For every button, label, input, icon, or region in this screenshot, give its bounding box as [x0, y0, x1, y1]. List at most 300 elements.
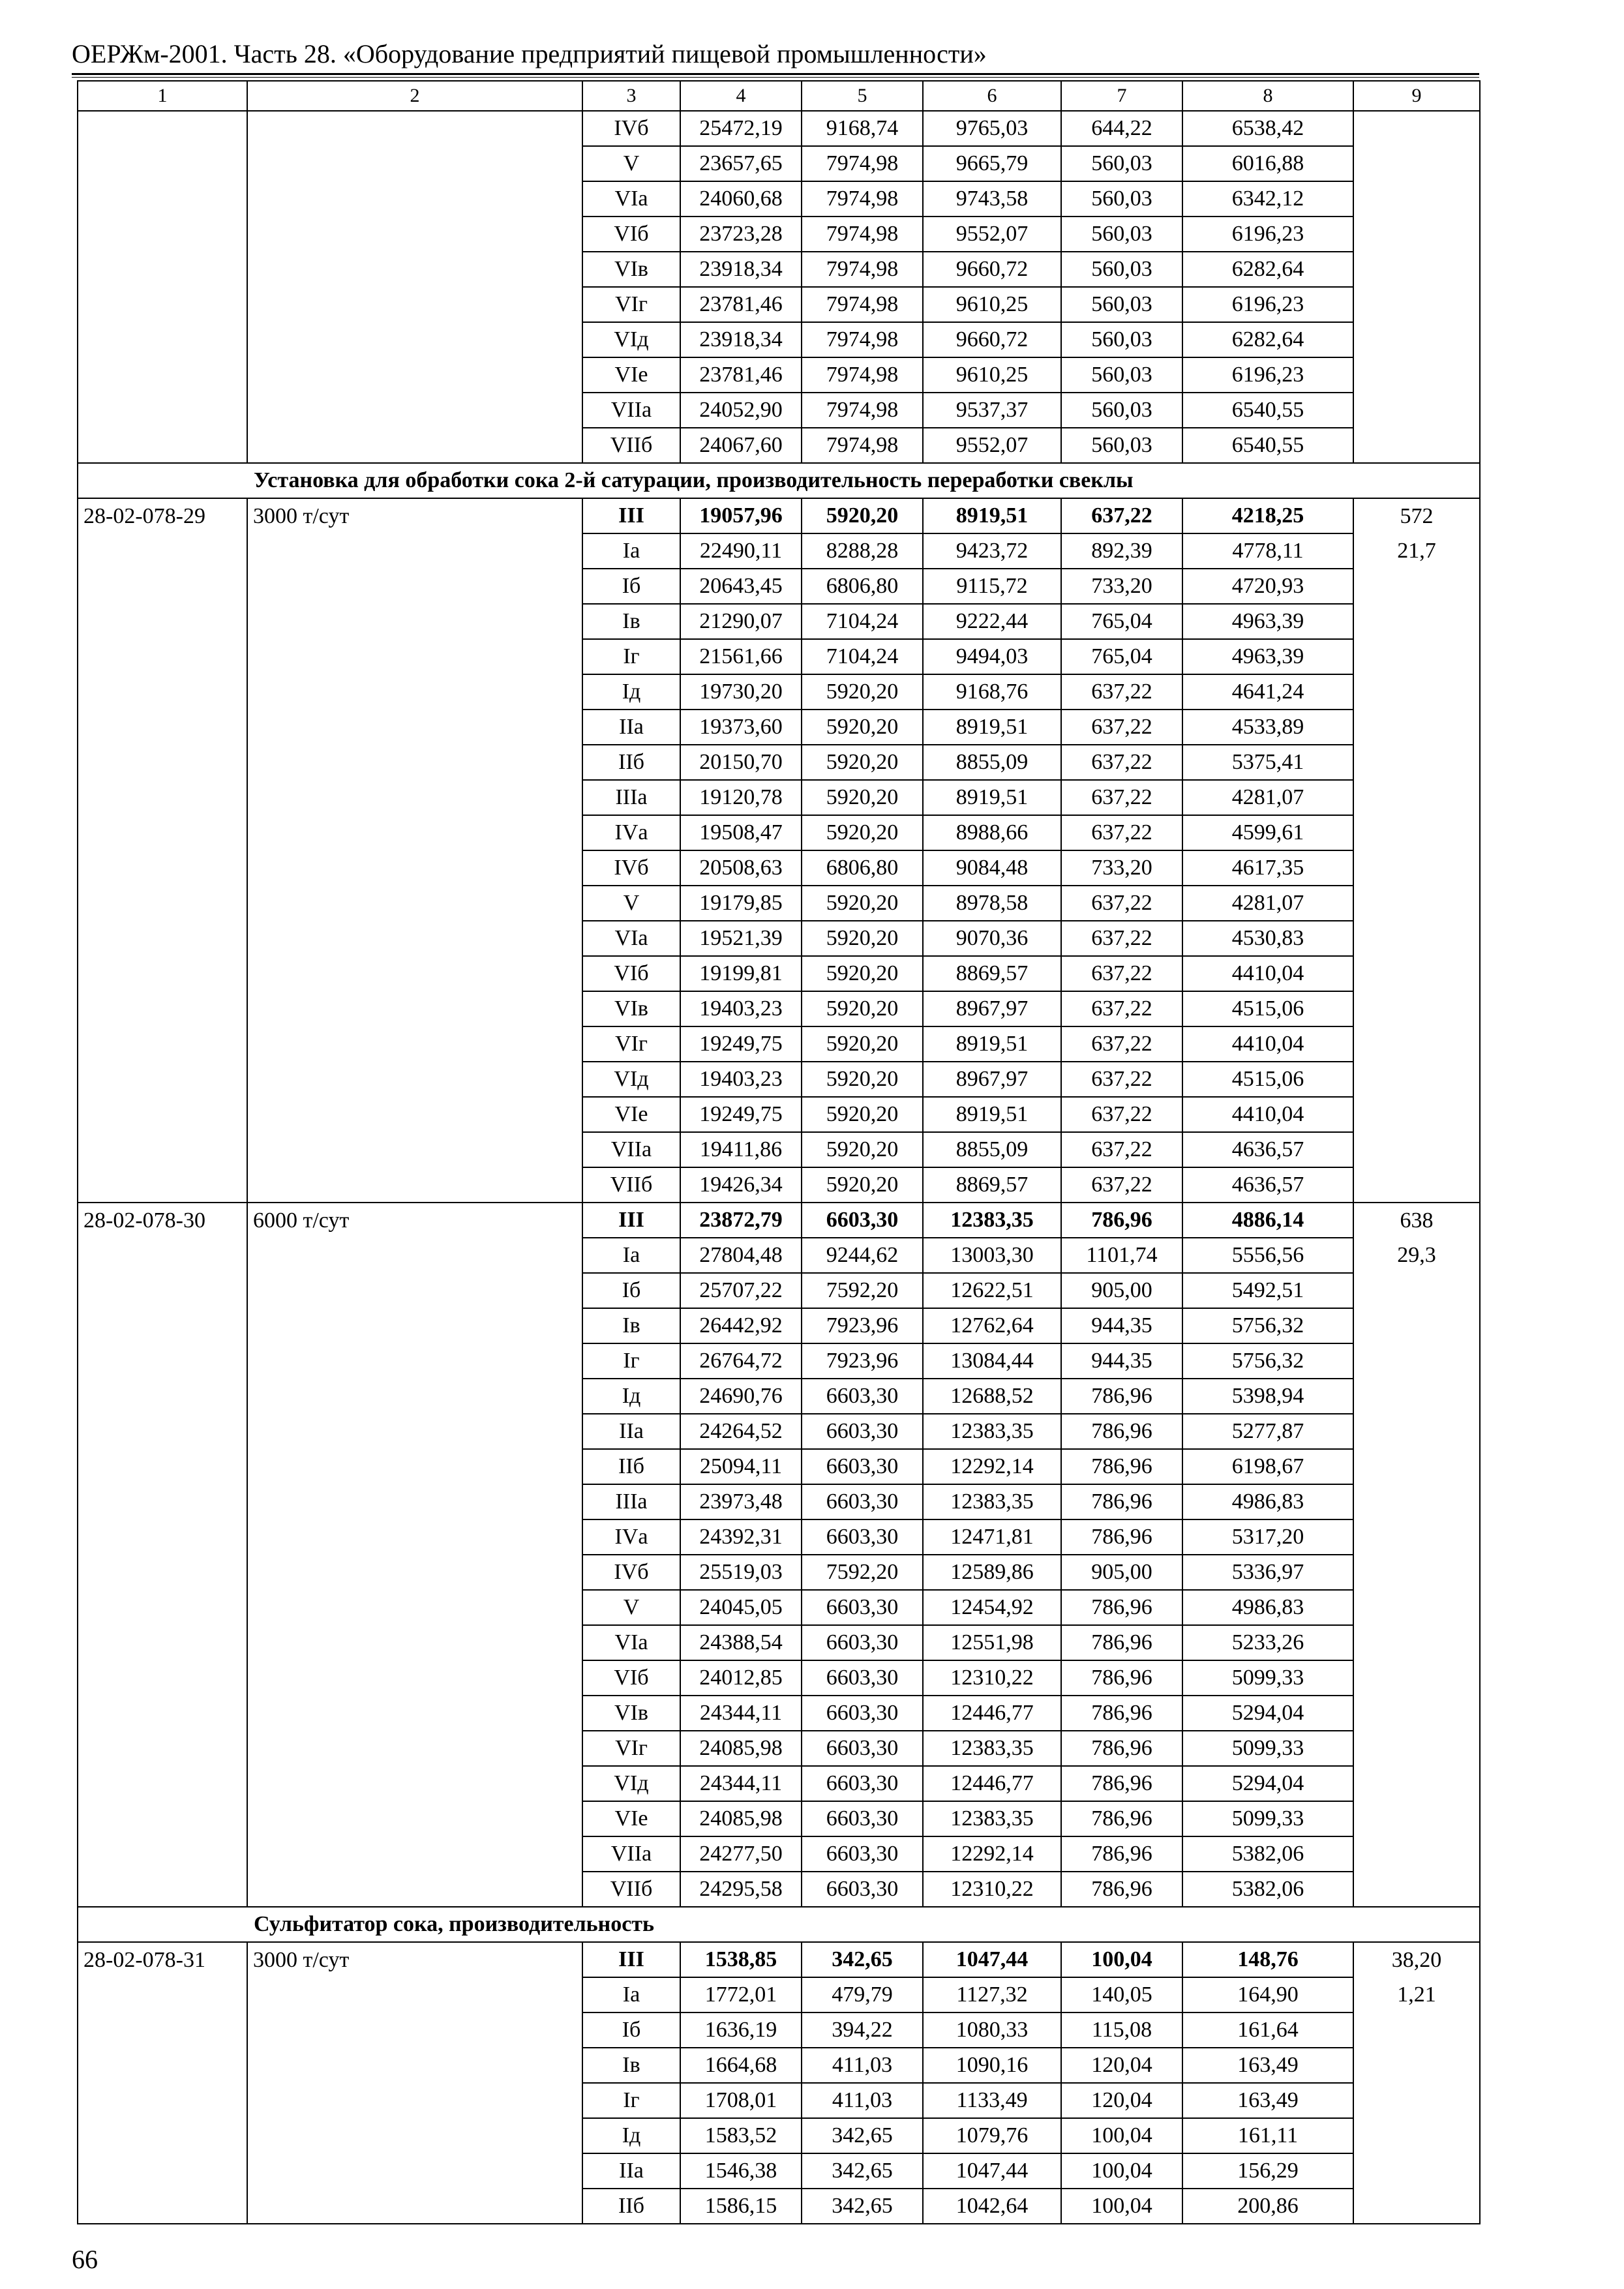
value-cell: 12310,22: [923, 1660, 1061, 1696]
value-cell: 4515,06: [1182, 1062, 1353, 1097]
rate-code-empty: [78, 710, 247, 745]
rate-name-empty: [247, 1590, 582, 1625]
rate-name-empty: [247, 921, 582, 956]
table-row: [78, 252, 1480, 287]
value-cell: 24012,85: [680, 1660, 802, 1696]
value-cell: 24067,60: [680, 428, 802, 463]
value-cell: 5920,20: [802, 1062, 923, 1097]
value-cell: 1133,49: [923, 2083, 1061, 2118]
value-cell: 12762,64: [923, 1308, 1061, 1343]
value-cell: 5294,04: [1182, 1766, 1353, 1801]
value-cell: 637,22: [1061, 956, 1182, 991]
value-cell: 944,35: [1061, 1308, 1182, 1343]
value-cell: 24277,50: [680, 1836, 802, 1872]
value-cell: 12292,14: [923, 1449, 1061, 1484]
rate-name-empty: [247, 2153, 582, 2189]
rate-name-empty: [247, 533, 582, 569]
value-cell: 7104,24: [802, 604, 923, 639]
rate-code-empty: [78, 1097, 247, 1132]
value-cell: 24085,98: [680, 1801, 802, 1836]
zone-cell: VIа: [582, 921, 680, 956]
column9-cell: [1353, 1696, 1480, 1731]
value-cell: 6538,42: [1182, 111, 1353, 146]
column9-cell: [1353, 1167, 1480, 1203]
value-cell: 140,05: [1061, 1977, 1182, 2012]
rate-code-empty: [78, 217, 247, 252]
column9-cell: [1353, 1062, 1480, 1097]
table-row: [78, 745, 1480, 780]
value-cell: 5920,20: [802, 815, 923, 850]
zone-cell: VIв: [582, 252, 680, 287]
value-cell: 9552,07: [923, 217, 1061, 252]
rate-name-empty: [247, 252, 582, 287]
rate-name-empty: [247, 1238, 582, 1273]
value-cell: 19403,23: [680, 991, 802, 1026]
column9-cell: [1353, 357, 1480, 393]
value-cell: 6196,23: [1182, 287, 1353, 322]
rate-code-empty: [78, 639, 247, 674]
value-cell: 786,96: [1061, 1414, 1182, 1449]
value-cell: 19403,23: [680, 1062, 802, 1097]
table-row: [78, 1625, 1480, 1660]
value-cell: 23973,48: [680, 1484, 802, 1519]
column9-cell: [1353, 1731, 1480, 1766]
value-cell: 6196,23: [1182, 217, 1353, 252]
value-cell: 637,22: [1061, 1097, 1182, 1132]
table-row: [78, 1696, 1480, 1731]
rate-name-empty: [247, 1414, 582, 1449]
value-cell: 944,35: [1061, 1343, 1182, 1379]
zone-cell: VIе: [582, 1801, 680, 1836]
column9-cell: [1353, 710, 1480, 745]
rate-code-empty: [78, 181, 247, 217]
value-cell: 1636,19: [680, 2012, 802, 2048]
value-cell: 9660,72: [923, 252, 1061, 287]
value-cell: 8919,51: [923, 780, 1061, 815]
table-row: [78, 956, 1480, 991]
table-row: [78, 991, 1480, 1026]
value-cell: 9552,07: [923, 428, 1061, 463]
column9-cell: [1353, 1872, 1480, 1907]
value-cell: 6342,12: [1182, 181, 1353, 217]
value-cell: 5920,20: [802, 710, 923, 745]
value-cell: 9765,03: [923, 111, 1061, 146]
table-row: [78, 1026, 1480, 1062]
value-cell: 19411,86: [680, 1132, 802, 1167]
value-cell: 786,96: [1061, 1696, 1182, 1731]
rate-code-empty: [78, 533, 247, 569]
zone-cell: IVб: [582, 111, 680, 146]
value-cell: 5556,56: [1182, 1238, 1353, 1273]
zone-cell: III: [582, 1203, 680, 1238]
value-cell: 5294,04: [1182, 1696, 1353, 1731]
value-cell: 5099,33: [1182, 1731, 1353, 1766]
value-cell: 6198,67: [1182, 1449, 1353, 1484]
value-cell: 156,29: [1182, 2153, 1353, 2189]
column-number: 1: [78, 81, 247, 111]
value-cell: 1772,01: [680, 1977, 802, 2012]
value-cell: 25094,11: [680, 1449, 802, 1484]
value-cell: 637,22: [1061, 1167, 1182, 1203]
zone-cell: IIб: [582, 1449, 680, 1484]
rate-name-empty: [247, 1766, 582, 1801]
value-cell: 5920,20: [802, 498, 923, 533]
value-cell: 100,04: [1061, 2153, 1182, 2189]
column-number: 6: [923, 81, 1061, 111]
column9-cell: [1353, 146, 1480, 181]
value-cell: 12446,77: [923, 1766, 1061, 1801]
value-cell: 6282,64: [1182, 252, 1353, 287]
table-row: [78, 850, 1480, 886]
value-cell: 12446,77: [923, 1696, 1061, 1731]
table-row: [78, 2189, 1480, 2224]
value-cell: 12292,14: [923, 1836, 1061, 1872]
value-cell: 19249,75: [680, 1026, 802, 1062]
value-cell: 24060,68: [680, 181, 802, 217]
rate-code: 28-02-078-30: [78, 1203, 247, 1238]
value-cell: 5398,94: [1182, 1379, 1353, 1414]
value-cell: 5492,51: [1182, 1273, 1353, 1308]
value-cell: 12383,35: [923, 1484, 1061, 1519]
rate-name-empty: [247, 674, 582, 710]
rate-name-empty: [247, 2189, 582, 2224]
column9-cell: [1353, 991, 1480, 1026]
value-cell: 4963,39: [1182, 604, 1353, 639]
value-cell: 9610,25: [923, 357, 1061, 393]
value-cell: 23872,79: [680, 1203, 802, 1238]
table-row: [78, 1167, 1480, 1203]
header-rule: [72, 73, 1479, 75]
value-cell: 12589,86: [923, 1555, 1061, 1590]
column-number: 4: [680, 81, 802, 111]
table-row: [78, 181, 1480, 217]
rate-name-empty: [247, 1625, 582, 1660]
value-cell: 12471,81: [923, 1519, 1061, 1555]
zone-cell: V: [582, 886, 680, 921]
value-cell: 6603,30: [802, 1660, 923, 1696]
zone-cell: IVа: [582, 1519, 680, 1555]
value-cell: 5920,20: [802, 1132, 923, 1167]
rate-code-empty: [78, 1343, 247, 1379]
table-row: [78, 1660, 1480, 1696]
value-cell: 786,96: [1061, 1801, 1182, 1836]
value-cell: 6603,30: [802, 1519, 923, 1555]
value-cell: 13003,30: [923, 1238, 1061, 1273]
value-cell: 786,96: [1061, 1660, 1182, 1696]
value-cell: 4720,93: [1182, 569, 1353, 604]
value-cell: 9660,72: [923, 322, 1061, 357]
value-cell: 1042,64: [923, 2189, 1061, 2224]
value-cell: 6603,30: [802, 1449, 923, 1484]
zone-cell: Iд: [582, 1379, 680, 1414]
value-cell: 1090,16: [923, 2048, 1061, 2083]
value-cell: 19521,39: [680, 921, 802, 956]
rate-name-empty: [247, 428, 582, 463]
value-cell: 7592,20: [802, 1273, 923, 1308]
column9-cell: [1353, 393, 1480, 428]
column9-cell: [1353, 1308, 1480, 1343]
value-cell: 7974,98: [802, 322, 923, 357]
value-cell: 19199,81: [680, 956, 802, 991]
rate-name-empty: [247, 850, 582, 886]
value-cell: 560,03: [1061, 428, 1182, 463]
zone-cell: III: [582, 1942, 680, 1977]
column9-cell: [1353, 1801, 1480, 1836]
table-row: [78, 1731, 1480, 1766]
column9-cell: [1353, 181, 1480, 217]
rate-code-empty: [78, 2118, 247, 2153]
rate-name-empty: [247, 780, 582, 815]
table-row: [78, 1062, 1480, 1097]
zone-cell: V: [582, 1590, 680, 1625]
column9-cell: [1353, 1379, 1480, 1414]
value-cell: 479,79: [802, 1977, 923, 2012]
value-cell: 6603,30: [802, 1872, 923, 1907]
rate-code-empty: [78, 1660, 247, 1696]
rate-name-empty: [247, 1977, 582, 2012]
value-cell: 120,04: [1061, 2083, 1182, 2118]
value-cell: 342,65: [802, 2189, 923, 2224]
value-cell: 560,03: [1061, 287, 1182, 322]
value-cell: 19120,78: [680, 780, 802, 815]
column9-cell: [1353, 674, 1480, 710]
value-cell: 4410,04: [1182, 1026, 1353, 1062]
value-cell: 733,20: [1061, 850, 1182, 886]
rate-code-empty: [78, 991, 247, 1026]
value-cell: 19179,85: [680, 886, 802, 921]
rate-code-empty: [78, 1414, 247, 1449]
column9-cell: [1353, 569, 1480, 604]
value-cell: 4218,25: [1182, 498, 1353, 533]
rate-code: 28-02-078-29: [78, 498, 247, 533]
value-cell: 9665,79: [923, 146, 1061, 181]
column9-cell: [1353, 1097, 1480, 1132]
zone-cell: Iв: [582, 604, 680, 639]
zone-cell: III: [582, 498, 680, 533]
rate-name-empty: [247, 1343, 582, 1379]
value-cell: 342,65: [802, 2118, 923, 2153]
column9-cell: [1353, 2118, 1480, 2153]
value-cell: 200,86: [1182, 2189, 1353, 2224]
value-cell: 8988,66: [923, 815, 1061, 850]
value-cell: 786,96: [1061, 1484, 1182, 1519]
zone-cell: Iб: [582, 1273, 680, 1308]
zone-cell: VIIа: [582, 1836, 680, 1872]
table-row: [78, 1379, 1480, 1414]
value-cell: 5382,06: [1182, 1836, 1353, 1872]
column9-cell: [1353, 252, 1480, 287]
table-row: [78, 1414, 1480, 1449]
value-cell: 24085,98: [680, 1731, 802, 1766]
section-heading: Сульфитатор сока, производительность: [247, 1907, 1480, 1942]
rate-code-empty: [78, 1308, 247, 1343]
rate-code-empty: [78, 1273, 247, 1308]
value-cell: 560,03: [1061, 393, 1182, 428]
rate-name-empty: [247, 322, 582, 357]
value-cell: 5756,32: [1182, 1343, 1353, 1379]
zone-cell: VIг: [582, 1026, 680, 1062]
value-cell: 1664,68: [680, 2048, 802, 2083]
table-row: [78, 498, 1480, 533]
table-row: [78, 287, 1480, 322]
column9-cell: [1353, 1590, 1480, 1625]
column9-cell: [1353, 1132, 1480, 1167]
value-cell: 24295,58: [680, 1872, 802, 1907]
value-cell: 394,22: [802, 2012, 923, 2048]
rate-name-empty: [247, 1519, 582, 1555]
zone-cell: VIIб: [582, 1872, 680, 1907]
column9-cell: [1353, 1555, 1480, 1590]
value-cell: 8967,97: [923, 991, 1061, 1026]
table-row: [78, 1977, 1480, 2012]
value-cell: 9610,25: [923, 287, 1061, 322]
rate-name-empty: [247, 1097, 582, 1132]
zone-cell: Iг: [582, 2083, 680, 2118]
rate-code-empty: [78, 956, 247, 991]
value-cell: 6603,30: [802, 1590, 923, 1625]
value-cell: 786,96: [1061, 1449, 1182, 1484]
table-row: [78, 1555, 1480, 1590]
column9-cell: [1353, 1625, 1480, 1660]
table-row: [78, 217, 1480, 252]
rate-code-empty: [78, 287, 247, 322]
column9-cell: [1353, 217, 1480, 252]
rate-code-empty: [78, 1519, 247, 1555]
value-cell: 6806,80: [802, 569, 923, 604]
rate-name: [247, 111, 582, 146]
zone-cell: IVа: [582, 815, 680, 850]
value-cell: 24052,90: [680, 393, 802, 428]
value-cell: 23781,46: [680, 357, 802, 393]
zone-cell: IIа: [582, 710, 680, 745]
rate-name-empty: [247, 1273, 582, 1308]
rate-code-empty: [78, 921, 247, 956]
value-cell: 12551,98: [923, 1625, 1061, 1660]
table-row: [78, 1449, 1480, 1484]
column-number-row: [78, 81, 1480, 111]
zone-cell: VIд: [582, 1062, 680, 1097]
value-cell: 905,00: [1061, 1273, 1182, 1308]
value-cell: 637,22: [1061, 1062, 1182, 1097]
value-cell: 644,22: [1061, 111, 1182, 146]
column9-cell: [1353, 1343, 1480, 1379]
value-cell: 4599,61: [1182, 815, 1353, 850]
rate-name-empty: [247, 1062, 582, 1097]
column9-cell: [1353, 956, 1480, 991]
table-row: [78, 674, 1480, 710]
value-cell: 24045,05: [680, 1590, 802, 1625]
table-row: [78, 1097, 1480, 1132]
section-heading-spacer: [78, 463, 247, 498]
rate-code-empty: [78, 2012, 247, 2048]
zone-cell: Iг: [582, 1343, 680, 1379]
table-row: [78, 1519, 1480, 1555]
rate-code-empty: [78, 1379, 247, 1414]
column-number: 8: [1182, 81, 1353, 111]
table-row: [78, 1942, 1480, 1977]
table-row: [78, 146, 1480, 181]
column9-cell: [1353, 2012, 1480, 2048]
value-cell: 6196,23: [1182, 357, 1353, 393]
rate-code-empty: [78, 604, 247, 639]
zone-cell: VIб: [582, 956, 680, 991]
table-row: [78, 1836, 1480, 1872]
rate-name-empty: [247, 1872, 582, 1907]
zone-cell: Iд: [582, 674, 680, 710]
value-cell: 8919,51: [923, 498, 1061, 533]
value-cell: 8288,28: [802, 533, 923, 569]
page-number: 66: [72, 2245, 98, 2274]
value-cell: 4410,04: [1182, 956, 1353, 991]
table-row: [78, 1590, 1480, 1625]
value-cell: 9168,74: [802, 111, 923, 146]
rate-name-empty: [247, 1308, 582, 1343]
table-row: [78, 1132, 1480, 1167]
zone-cell: VIе: [582, 1097, 680, 1132]
value-cell: 637,22: [1061, 921, 1182, 956]
value-cell: 7974,98: [802, 357, 923, 393]
rate-name-empty: [247, 815, 582, 850]
value-cell: 411,03: [802, 2048, 923, 2083]
value-cell: 7974,98: [802, 252, 923, 287]
value-cell: 9537,37: [923, 393, 1061, 428]
value-cell: 637,22: [1061, 886, 1182, 921]
rate-code-empty: [78, 1696, 247, 1731]
rate-name-empty: [247, 886, 582, 921]
value-cell: 560,03: [1061, 252, 1182, 287]
rate-name-empty: [247, 639, 582, 674]
value-cell: 786,96: [1061, 1590, 1182, 1625]
rate-code-empty: [78, 2083, 247, 2118]
value-cell: 25707,22: [680, 1273, 802, 1308]
value-cell: 1586,15: [680, 2189, 802, 2224]
zone-cell: VIб: [582, 1660, 680, 1696]
value-cell: 23918,34: [680, 252, 802, 287]
value-cell: 148,76: [1182, 1942, 1353, 1977]
zone-cell: IIб: [582, 2189, 680, 2224]
value-cell: 25472,19: [680, 111, 802, 146]
value-cell: 100,04: [1061, 2189, 1182, 2224]
zone-cell: VIд: [582, 322, 680, 357]
value-cell: 12688,52: [923, 1379, 1061, 1414]
zone-cell: VIIа: [582, 393, 680, 428]
zone-cell: IIа: [582, 1414, 680, 1449]
rate-code-empty: [78, 815, 247, 850]
value-cell: 9115,72: [923, 569, 1061, 604]
value-cell: 7923,96: [802, 1308, 923, 1343]
value-cell: 21561,66: [680, 639, 802, 674]
value-cell: 637,22: [1061, 674, 1182, 710]
value-cell: 786,96: [1061, 1872, 1182, 1907]
value-cell: 8869,57: [923, 1167, 1061, 1203]
value-cell: 5920,20: [802, 991, 923, 1026]
table-row: [78, 815, 1480, 850]
zone-cell: IIIа: [582, 780, 680, 815]
value-cell: 19730,20: [680, 674, 802, 710]
zone-cell: VIа: [582, 1625, 680, 1660]
rate-code-empty: [78, 1132, 247, 1167]
rate-name-empty: [247, 1660, 582, 1696]
column-number: 7: [1061, 81, 1182, 111]
rate-name: 3000 т/сут: [247, 498, 582, 533]
value-cell: 5756,32: [1182, 1308, 1353, 1343]
value-cell: 23723,28: [680, 217, 802, 252]
value-cell: 6016,88: [1182, 146, 1353, 181]
value-cell: 25519,03: [680, 1555, 802, 1590]
value-cell: 4778,11: [1182, 533, 1353, 569]
rate-code-empty: [78, 1167, 247, 1203]
zone-cell: Iд: [582, 2118, 680, 2153]
